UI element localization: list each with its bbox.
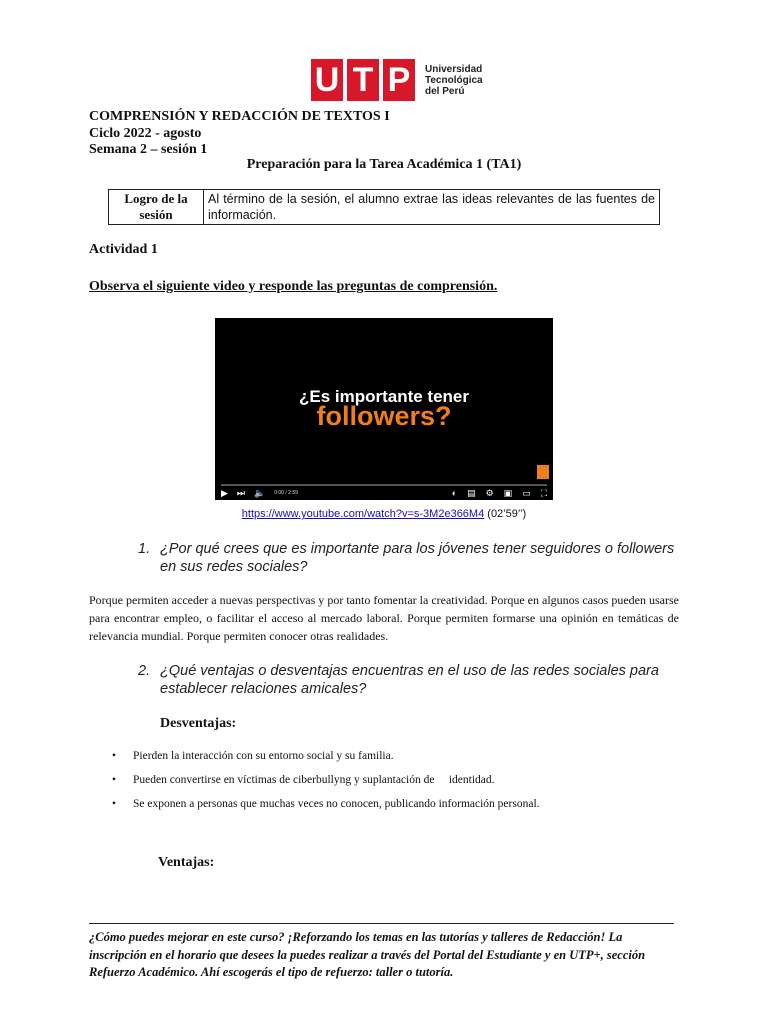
activity-instruction: Observa el siguiente video y responde las preguntas de comprensión.: [89, 279, 498, 294]
logo-text-line: Universidad: [425, 63, 483, 75]
logro-text: Al término de la sesión, el alumno extrae las ideas relevantes de las fuentes de información.: [204, 190, 660, 225]
settings-icon[interactable]: ⚙: [485, 487, 494, 498]
video-time: 0:00 / 2:59: [274, 490, 298, 496]
advantages-title: Ventajas:: [158, 855, 215, 870]
question-2-number: 2.: [138, 663, 151, 679]
course-title: COMPRENSIÓN Y REDACCIÓN DE TEXTOS I: [89, 109, 390, 124]
footer-note: ¿Cómo puedes mejorar en este curso? ¡Reforzando los temas en las tutorías y talleres de Redacción! La inscripción en el horario que desees la puedes realizar a través del Portal del Estudiante y en UTP+, sección Refuerzo Académico. Ahí escogerás el tipo de refuerzo: taller o tutoría.: [89, 930, 646, 979]
list-item: • Pierden la interacción con su entorno social y su familia.: [112, 750, 540, 763]
logro-table: [108, 189, 660, 225]
video-link-line: [0, 508, 768, 520]
answer-1: Porque permiten acceder a nuevas perspectivas y por tanto fomentar la creatividad. Porque en algunos casos pueden usarse para encontrar empleo, o facilitar el acceso al mercado laboral. Porque permiten formarse una opinión en temáticas de relevancia mundial. Porque permiten conocer otras realidades.: [89, 593, 679, 643]
channel-badge-icon: [537, 465, 549, 479]
question-1-text: ¿Por qué crees que es importante para los jóvenes tener seguidores o followers en sus redes sociales?: [160, 541, 675, 575]
volume-icon[interactable]: 🔈: [254, 487, 266, 498]
utp-logo: [311, 59, 483, 101]
footer-divider: [89, 923, 674, 924]
video-player[interactable]: [215, 318, 553, 500]
video-link[interactable]: https://www.youtube.com/watch?v=s-3M2e366M4: [241, 508, 485, 520]
logo-text: [425, 64, 483, 97]
activity-title: Actividad 1: [89, 242, 158, 257]
theater-icon[interactable]: ▭: [522, 487, 531, 498]
next-icon[interactable]: ⏭: [236, 487, 246, 498]
play-icon[interactable]: ▶: [221, 487, 228, 498]
question-1: [138, 540, 690, 576]
miniplayer-icon[interactable]: ▣: [503, 487, 513, 498]
question-2: [138, 662, 660, 698]
video-title-line1: ¿Es importante tener: [298, 387, 470, 406]
captions-icon[interactable]: ▤: [467, 487, 476, 498]
list-item: • Se exponen a personas que muchas veces no conocen, publicando información personal.: [112, 798, 540, 811]
disadvantages-title: Desventajas:: [160, 716, 237, 731]
question-2-text: ¿Qué ventajas o desventajas encuentras en el uso de las redes sociales para establecer relaciones amicales?: [160, 663, 659, 697]
logo-letter-t: T: [347, 59, 379, 101]
question-1-number: 1.: [138, 541, 151, 557]
fullscreen-icon[interactable]: ⛶: [540, 487, 547, 498]
logo-letter-p: P: [383, 59, 415, 101]
video-controls: [221, 486, 547, 500]
logo-letter-u: U: [311, 59, 343, 101]
autoplay-toggle-icon[interactable]: ◐: [451, 487, 458, 498]
logro-label: Logro de la sesión: [109, 190, 204, 225]
video-title-line2: followers?: [316, 401, 452, 431]
week-label: Semana 2 – sesión 1: [89, 142, 208, 157]
cycle-label: Ciclo 2022 - agosto: [89, 126, 202, 141]
disadvantages-list: [112, 750, 540, 822]
video-duration: (02’59’’): [487, 508, 527, 520]
logo-text-line: del Perú: [425, 85, 465, 97]
logo-text-line: Tecnológica: [425, 74, 483, 86]
page-title: Preparación para la Tarea Académica 1 (TA1): [246, 157, 522, 172]
list-item: • Pueden convertirse en víctimas de ciberbullyng y suplantación de identidad.: [112, 774, 540, 787]
